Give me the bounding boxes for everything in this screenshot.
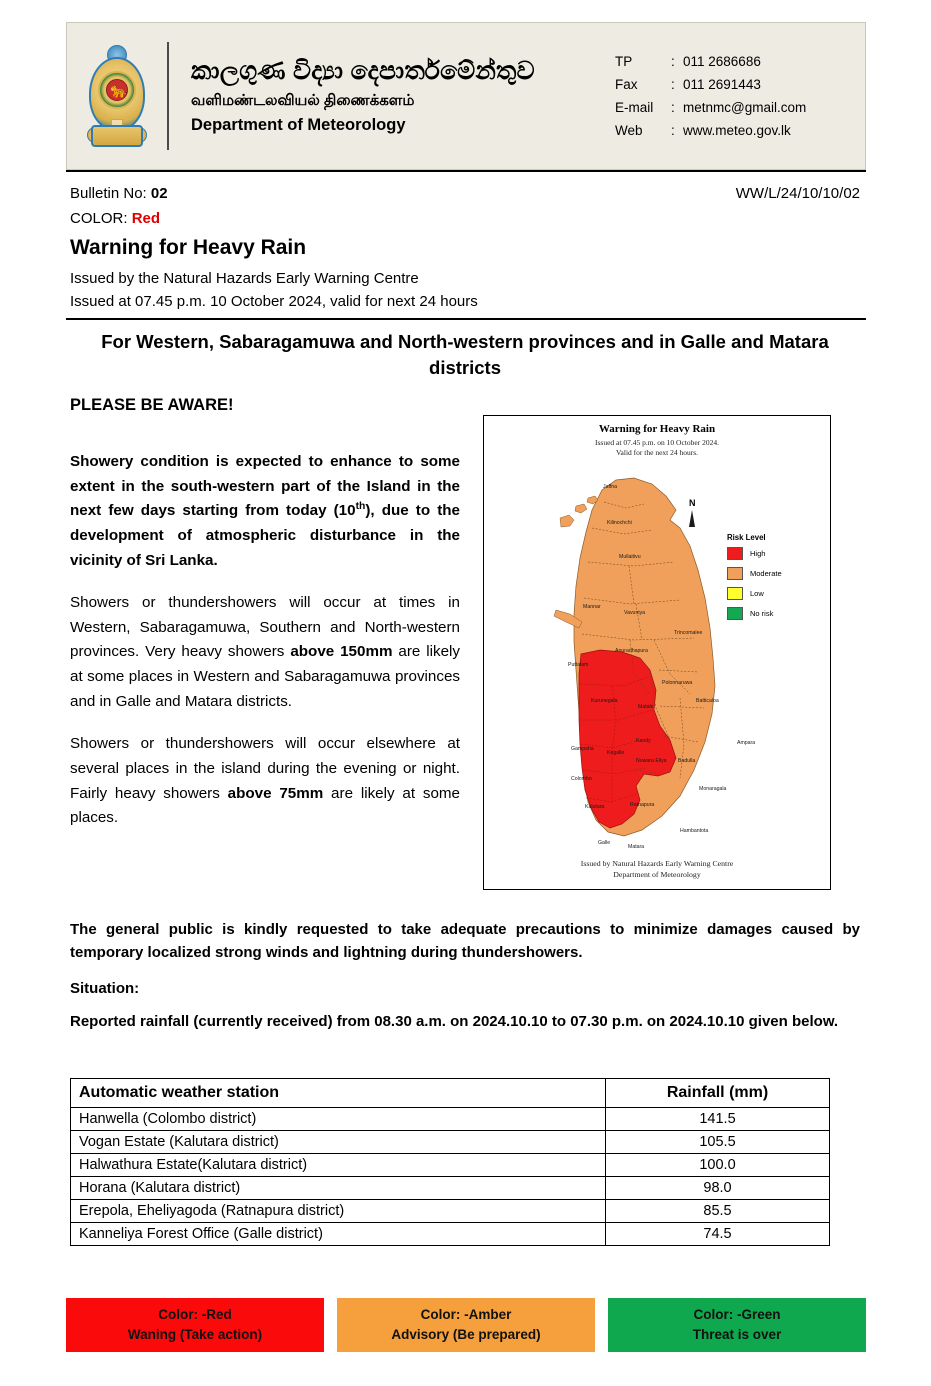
- contact-row-tp: [615, 50, 859, 73]
- map-label-hambantota: Hambantota: [680, 828, 709, 835]
- color-status-label: COLOR:: [70, 210, 128, 227]
- table-cell-station: Kanneliya Forest Office (Galle district): [71, 1223, 606, 1246]
- table-cell-rainfall: 98.0: [606, 1177, 830, 1200]
- table-cell-station: Vogan Estate (Kalutara district): [71, 1131, 606, 1154]
- paragraph-fairly-heavy-part1: Showers or thundershowers will occur elsewhere at several places in the island during the evening or night. Fairly heavy showers: [70, 735, 460, 802]
- alert-box-red-color: Color: -Red: [158, 1306, 232, 1322]
- department-names: [191, 57, 615, 135]
- map-island-delft: [560, 515, 574, 527]
- table-header-station: Automatic weather station: [71, 1079, 606, 1108]
- legend-item-norisk: [727, 607, 782, 620]
- map-footer-line2: Department of Meteorology: [613, 870, 701, 880]
- paragraph-fairly-heavy-part2: are likely at some places.: [70, 784, 460, 827]
- map-label-matale: Matale: [638, 704, 654, 711]
- contact-row-web: [615, 119, 859, 142]
- paragraph-outlook-ordinal: th: [355, 501, 366, 513]
- map-label-kegalle: Kegalle: [607, 750, 625, 757]
- map-label-jaffna: Jaffna: [603, 484, 618, 491]
- table-cell-station: Horana (Kalutara district): [71, 1177, 606, 1200]
- paragraph-outlook-part1: Showery condition is expected to enhance to some extent in the south-western part of the Island in the next few days starting from today (10: [70, 453, 460, 520]
- contact-sep-fax: :: [671, 76, 675, 92]
- legend-label-norisk: No risk: [750, 609, 774, 619]
- map-label-anuradhapura: Anuradhapura: [615, 648, 648, 655]
- legend-swatch-high: [727, 547, 743, 560]
- threshold-75mm: above 75mm: [227, 784, 324, 802]
- legend-swatch-moderate: [727, 567, 743, 580]
- contact-value-email[interactable]: metnmc@gmail.com: [683, 100, 807, 115]
- paragraph-outlook: [70, 450, 460, 573]
- table-cell-station: Hanwella (Colombo district): [71, 1108, 606, 1131]
- map-label-trincomalee: Trincomalee: [674, 630, 703, 637]
- table-row: [71, 1223, 830, 1246]
- situation-heading: Situation:: [70, 980, 140, 997]
- legend-label-high: High: [750, 549, 766, 559]
- map-footer-line1: Issued by Natural Hazards Early Warning Centre: [580, 859, 734, 869]
- map-label-gampaha: Gampaha: [571, 746, 594, 753]
- compass-label: N: [689, 498, 696, 509]
- map-label-galle: Galle: [598, 840, 611, 847]
- map-label-ampara: Ampara: [737, 740, 756, 747]
- table-header-rainfall: Rainfall (mm): [606, 1079, 830, 1108]
- map-label-kandy: Kandy: [636, 738, 651, 745]
- alert-box-green: [608, 1298, 866, 1352]
- sri-lanka-emblem-icon: 🐆: [85, 41, 149, 151]
- header-rule: [66, 170, 866, 172]
- map-label-badulla: Badulla: [678, 758, 696, 765]
- paragraph-very-heavy: [70, 591, 460, 714]
- map-label-ratnapura: Ratnapura: [630, 802, 655, 809]
- map-label-kalutara: Kalutara: [585, 804, 605, 811]
- table-cell-rainfall: 74.5: [606, 1223, 830, 1246]
- map-legend-title: Risk Level: [727, 533, 766, 543]
- department-name-english: Department of Meteorology: [191, 115, 406, 134]
- contact-value-web[interactable]: www.meteo.gov.lk: [683, 123, 791, 139]
- contact-label-tp: TP: [615, 53, 633, 69]
- bulletin-number-label: Bulletin No:: [70, 185, 147, 202]
- alert-level-legend: [66, 1298, 866, 1352]
- issued-by-line: Issued by the Natural Hazards Early Warning Centre: [70, 270, 419, 287]
- map-island-small-1: [575, 504, 587, 513]
- sri-lanka-map-svg: [484, 458, 832, 850]
- alert-box-red: [66, 1298, 324, 1352]
- paragraph-fairly-heavy: [70, 732, 460, 831]
- table-row: [71, 1200, 830, 1223]
- issued-at-line: Issued at 07.45 p.m. 10 October 2024, valid for next 24 hours: [70, 293, 478, 310]
- map-label-mannar: Mannar: [583, 604, 601, 611]
- rainfall-table: [70, 1078, 830, 1246]
- map-title: Warning for Heavy Rain: [598, 423, 716, 435]
- scope-heading: For Western, Sabaragamuwa and North-western provinces and in Galle and Matara districts: [101, 331, 829, 379]
- map-canvas: [484, 458, 832, 850]
- map-label-puttalam: Puttalam: [568, 662, 589, 669]
- map-subtitle-line1: Issued at 07.45 p.m. on 10 October 2024.: [595, 438, 719, 447]
- situation-text: Reported rainfall (currently received) from 08.30 a.m. on 2024.10.10 to 07.30 p.m. on 2024.10.10 given below.: [70, 1013, 839, 1030]
- alert-box-amber: [337, 1298, 595, 1352]
- paragraph-outlook-part2: ), due to the development of atmospheric disturbance in the vicinity of Sri Lanka.: [70, 502, 460, 569]
- contact-sep-email: :: [671, 100, 675, 115]
- color-status-value: Red: [131, 210, 161, 227]
- letterhead: [66, 22, 866, 170]
- color-status-line: [70, 210, 160, 227]
- alert-box-amber-meaning: Advisory (Be prepared): [391, 1327, 541, 1342]
- map-label-polonnaruwa: Polonnaruwa: [662, 680, 693, 687]
- map-subtitle-line2: Valid for the next 24 hours.: [615, 448, 699, 458]
- public-notice: The general public is kindly requested to take adequate precautions to minimize damages caused by temporary localized strong winds and lightning during thundershowers.: [70, 921, 860, 962]
- table-cell-rainfall: 141.5: [606, 1108, 830, 1131]
- map-label-mullaitivu: Mullaitivu: [619, 554, 641, 561]
- risk-map: [483, 415, 831, 890]
- map-footer: [484, 859, 830, 881]
- contact-row-email: [615, 96, 859, 119]
- map-label-kurunegala: Kurunegala: [591, 698, 618, 705]
- alert-box-green-color: Color: -Green: [693, 1306, 781, 1322]
- contact-label-fax: Fax: [615, 76, 638, 92]
- table-row: [71, 1108, 830, 1131]
- legend-label-low: Low: [750, 589, 764, 599]
- table-cell-station: Erepola, Eheliyagoda (Ratnapura district): [71, 1200, 606, 1223]
- compass-needle: [689, 510, 695, 527]
- body-text-column: [70, 450, 460, 849]
- map-label-colombo: Colombo: [571, 776, 592, 783]
- contact-row-fax: [615, 73, 859, 96]
- contact-value-tp: 011 2686686: [683, 53, 761, 69]
- paragraph-very-heavy-part1: Showers or thundershowers will occur at times in Western, Sabaragamuwa, Southern and North-western provinces. Very heavy showers: [70, 594, 460, 661]
- department-name-sinhala: කාලගුණ විද්‍යා දෙපාර්තමේන්තුව: [191, 57, 535, 86]
- contact-block: [615, 50, 865, 143]
- contact-label-email: E-mail: [615, 100, 654, 115]
- paragraph-very-heavy-part2: are likely at some places in Western and Sabaragamuwa provinces and in Galle and Matara districts.: [70, 643, 460, 710]
- bulletin-reference: WW/L/24/10/10/02: [735, 185, 860, 202]
- table-cell-rainfall: 85.5: [606, 1200, 830, 1223]
- threshold-150mm: above 150mm: [290, 643, 393, 661]
- contact-sep-tp: :: [671, 53, 675, 69]
- bulletin-number-value: 02: [150, 185, 168, 202]
- contact-sep-web: :: [671, 123, 675, 139]
- map-label-batticaloa: Batticaloa: [696, 698, 719, 705]
- contact-value-fax: 011 2691443: [683, 76, 761, 92]
- map-label-monaragala: Monaragala: [699, 786, 727, 793]
- map-legend: [727, 533, 782, 627]
- map-label-vavuniya: Vavuniya: [624, 610, 645, 617]
- legend-swatch-norisk: [727, 607, 743, 620]
- section-rule: [66, 318, 866, 320]
- table-header-row: [71, 1079, 830, 1108]
- alert-box-red-meaning: Waning (Take action): [127, 1327, 263, 1342]
- contact-label-web: Web: [615, 123, 643, 139]
- compass-icon: [689, 498, 696, 527]
- alert-box-green-meaning: Threat is over: [692, 1327, 782, 1342]
- bulletin-meta-row: [70, 185, 860, 202]
- map-label-nuwaraeliya: Nuwara Eliya: [636, 758, 667, 765]
- alert-box-amber-color: Color: -Amber: [420, 1306, 512, 1322]
- table-cell-rainfall: 100.0: [606, 1154, 830, 1177]
- legend-item-low: [727, 587, 782, 600]
- table-cell-station: Halwathura Estate(Kalutara district): [71, 1154, 606, 1177]
- legend-swatch-low: [727, 587, 743, 600]
- table-row: [71, 1154, 830, 1177]
- logo-wrap: [67, 41, 167, 151]
- header-divider: [167, 42, 169, 150]
- please-be-aware-heading: PLEASE BE AWARE!: [70, 396, 234, 414]
- table-row: [71, 1131, 830, 1154]
- legend-item-high: [727, 547, 782, 560]
- table-cell-rainfall: 105.5: [606, 1131, 830, 1154]
- department-name-tamil: வளிமண்டலவியல் திணைக்களம்: [191, 91, 415, 109]
- legend-item-moderate: [727, 567, 782, 580]
- map-subtitle: [484, 438, 830, 458]
- page-title: Warning for Heavy Rain: [70, 236, 307, 259]
- table-row: [71, 1177, 830, 1200]
- bulletin-number: [70, 185, 168, 202]
- legend-label-moderate: Moderate: [750, 569, 782, 579]
- map-label-kilinochchi: Kilinochchi: [607, 520, 632, 527]
- map-label-matara: Matara: [628, 844, 645, 851]
